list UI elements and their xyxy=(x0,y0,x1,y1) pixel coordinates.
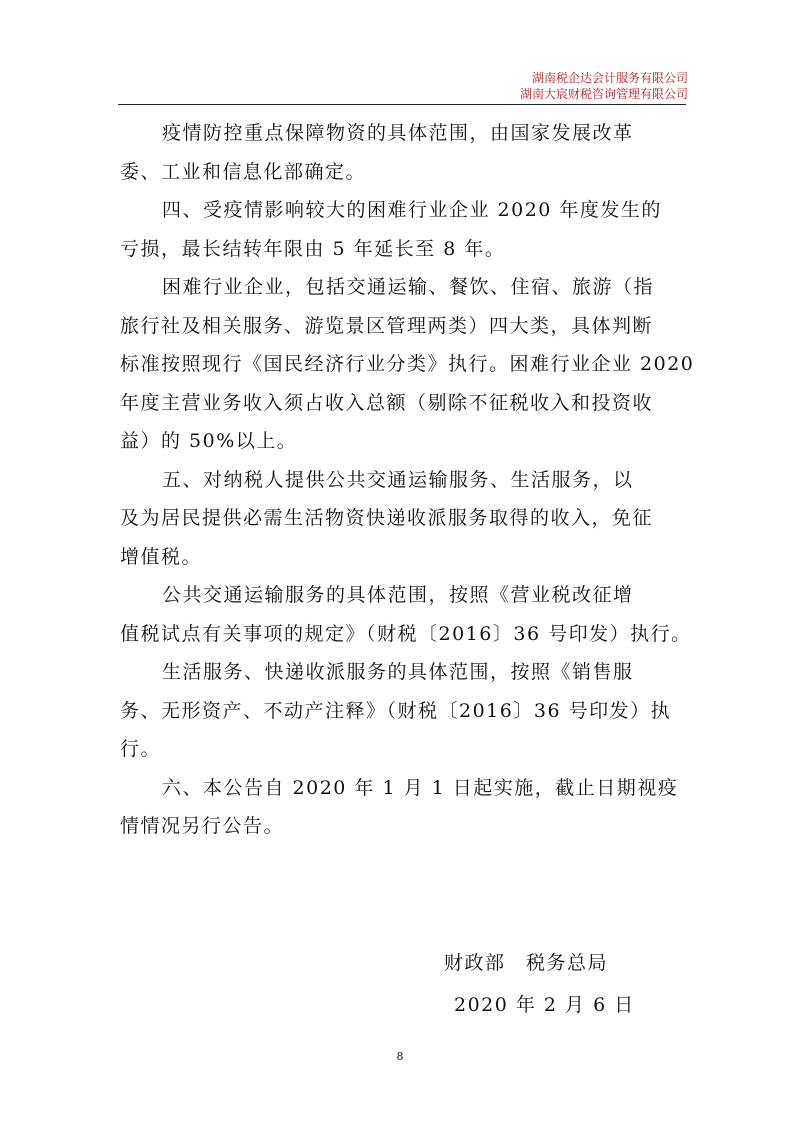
letterhead-company-1: 湖南税企达会计服务有限公司 xyxy=(531,71,688,85)
paragraph-line: 公共交通运输服务的具体范围，按照《营业税改征增 xyxy=(162,584,634,606)
paragraph-line: 情情况另行公告。 xyxy=(120,815,285,837)
paragraph-line: 六、本公告自 2020 年 1 月 1 日起实施，截止日期视疫 xyxy=(162,776,679,799)
issuing-authority: 财政部 税务总局 xyxy=(444,952,609,974)
paragraph-line: 四、受疫情影响较大的困难行业企业 2020 年度发生的 xyxy=(162,199,662,221)
header-divider xyxy=(118,104,686,105)
paragraph-line: 困难行业企业，包括交通运输、餐饮、住宿、旅游（指 xyxy=(162,276,655,298)
issue-date: 2020 年 2 月 6 日 xyxy=(454,994,635,1016)
paragraph-line: 行。 xyxy=(120,738,162,760)
paragraph-line: 亏损，最长结转年限由 5 年延长至 8 年。 xyxy=(120,237,506,260)
page-number: 8 xyxy=(396,1050,404,1063)
paragraph-2 xyxy=(120,191,686,268)
paragraph-line: 增值税。 xyxy=(120,545,203,568)
paragraph-line: 五、对纳税人提供公共交通运输服务、生活服务，以 xyxy=(162,468,634,491)
paragraph-line: 疫情防控重点保障物资的具体范围，由国家发展改革 xyxy=(162,122,634,144)
paragraph-4 xyxy=(120,461,686,577)
letterhead xyxy=(520,70,688,102)
paragraph-5 xyxy=(120,576,692,653)
paragraph-7 xyxy=(120,769,686,846)
paragraph-line: 务、无形资产、不动产注释》（财税〔2016〕36 号印发）执 xyxy=(120,699,672,722)
paragraph-line: 旅行社及相关服务、游览景区管理两类）四大类，具体判断 xyxy=(120,314,654,337)
paragraph-line: 标准按照现行《国民经济行业分类》执行。困难行业企业 2020 xyxy=(120,353,695,375)
paragraph-line: 生活服务、快递收派服务的具体范围，按照《销售服 xyxy=(162,661,634,683)
paragraph-line: 委、工业和信息化部确定。 xyxy=(120,160,367,183)
paragraph-line: 年度主营业务收入须占收入总额（剔除不征税收入和投资收 xyxy=(120,391,654,414)
paragraph-line: 益）的 50%以上。 xyxy=(120,430,298,452)
paragraph-line: 值税试点有关事项的规定》（财税〔2016〕36 号印发）执行。 xyxy=(120,622,692,645)
paragraph-1 xyxy=(120,114,686,191)
document-body xyxy=(120,114,695,846)
paragraph-6 xyxy=(120,653,686,769)
paragraph-3 xyxy=(120,268,695,461)
letterhead-company-2: 湖南大宸财税咨询管理有限公司 xyxy=(519,87,688,101)
paragraph-line: 及为居民提供必需生活物资快递收派服务取得的收入，免征 xyxy=(120,507,654,529)
